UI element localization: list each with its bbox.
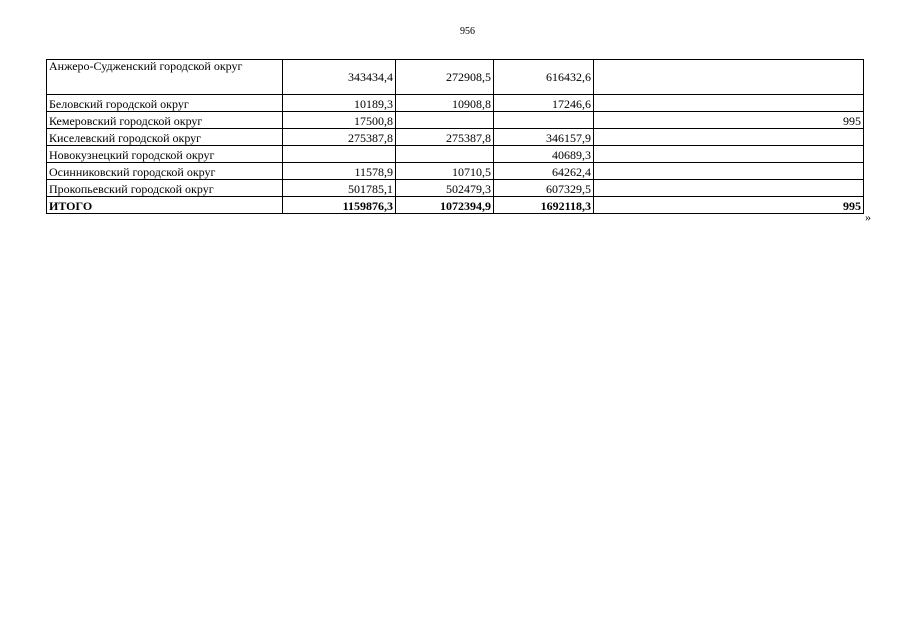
value-cell: 272908,5 bbox=[396, 60, 494, 95]
value-cell: 275387,8 bbox=[283, 129, 396, 146]
value-cell bbox=[594, 95, 864, 112]
table-row bbox=[47, 180, 864, 197]
value-cell: 346157,9 bbox=[494, 129, 594, 146]
municipality-name: Осинниковский городской округ bbox=[47, 163, 283, 180]
value-cell bbox=[594, 146, 864, 163]
value-cell bbox=[396, 112, 494, 129]
municipality-name: Анжеро-Судженский городской округ bbox=[47, 60, 283, 95]
value-cell: 10908,8 bbox=[396, 95, 494, 112]
total-row bbox=[47, 197, 864, 214]
total-value: 1159876,3 bbox=[283, 197, 396, 214]
municipality-name: Киселевский городской округ bbox=[47, 129, 283, 146]
total-label: ИТОГО bbox=[47, 197, 283, 214]
total-value: 995 bbox=[594, 197, 864, 214]
total-value: 1692118,3 bbox=[494, 197, 594, 214]
value-cell: 275387,8 bbox=[396, 129, 494, 146]
value-cell bbox=[494, 112, 594, 129]
value-cell: 343434,4 bbox=[283, 60, 396, 95]
value-cell: 11578,9 bbox=[283, 163, 396, 180]
value-cell bbox=[396, 146, 494, 163]
table-row bbox=[47, 60, 864, 95]
value-cell bbox=[283, 146, 396, 163]
municipality-name: Кемеровский городской округ bbox=[47, 112, 283, 129]
municipality-name: Прокопьевский городской округ bbox=[47, 180, 283, 197]
budget-table bbox=[46, 59, 864, 214]
municipality-name: Новокузнецкий городской округ bbox=[47, 146, 283, 163]
value-cell bbox=[594, 163, 864, 180]
value-cell: 64262,4 bbox=[494, 163, 594, 180]
value-cell bbox=[594, 180, 864, 197]
table-row bbox=[47, 163, 864, 180]
value-cell: 501785,1 bbox=[283, 180, 396, 197]
value-cell bbox=[594, 129, 864, 146]
value-cell: 10189,3 bbox=[283, 95, 396, 112]
total-value: 1072394,9 bbox=[396, 197, 494, 214]
table-row bbox=[47, 95, 864, 112]
table-row bbox=[47, 146, 864, 163]
value-cell: 17246,6 bbox=[494, 95, 594, 112]
value-cell: 10710,5 bbox=[396, 163, 494, 180]
value-cell: 607329,5 bbox=[494, 180, 594, 197]
value-cell: 995 bbox=[594, 112, 864, 129]
value-cell: 616432,6 bbox=[494, 60, 594, 95]
municipality-name: Беловский городской округ bbox=[47, 95, 283, 112]
value-cell: 502479,3 bbox=[396, 180, 494, 197]
value-cell bbox=[594, 60, 864, 95]
table-row bbox=[47, 112, 864, 129]
table-row bbox=[47, 129, 864, 146]
value-cell: 40689,3 bbox=[494, 146, 594, 163]
value-cell: 17500,8 bbox=[283, 112, 396, 129]
closing-quote: » bbox=[865, 210, 871, 224]
page-number: 956 bbox=[460, 26, 475, 37]
